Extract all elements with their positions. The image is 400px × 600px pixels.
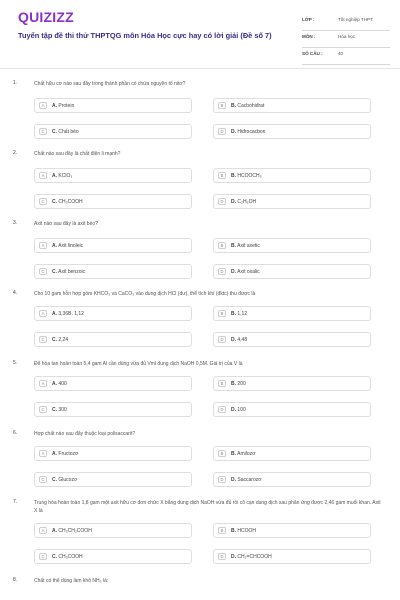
option-prefix: C. [52, 199, 57, 205]
option-prefix: A. [52, 381, 57, 387]
meta-value: 40 [338, 51, 344, 56]
option-text [52, 311, 84, 317]
option-text [52, 337, 68, 343]
answer-option-c[interactable] [34, 472, 192, 487]
option-text [231, 451, 255, 457]
option-text [52, 528, 92, 534]
option-text [231, 554, 272, 560]
worksheet-meta [302, 14, 390, 65]
option-value: Amilozơ [237, 451, 256, 457]
option-prefix: C. [52, 407, 57, 413]
option-text [231, 199, 256, 205]
answer-option-a[interactable] [34, 446, 192, 461]
question-number: 8. [13, 577, 18, 583]
option-text [231, 129, 265, 135]
answer-option-d[interactable] [213, 402, 371, 417]
option-text [52, 407, 67, 413]
option-text [231, 337, 247, 343]
option-text [52, 129, 79, 135]
option-value: 3,36B. 1,12 [58, 311, 84, 317]
option-value: Axit linoleic [58, 243, 84, 249]
option-text [231, 103, 264, 109]
option-prefix: A. [52, 243, 57, 249]
option-value: Axit benzoic [58, 269, 86, 275]
option-value: 100 [237, 407, 246, 413]
answer-option-c[interactable] [34, 264, 192, 279]
option-value: C₂H₅OH [237, 199, 257, 205]
option-value: Hiđrocacbon [237, 129, 266, 135]
option-letter-badge: A [39, 242, 47, 249]
option-letter-badge: C [39, 268, 47, 275]
answer-option-a[interactable] [34, 168, 192, 183]
option-prefix: B. [231, 173, 236, 179]
answer-option-c[interactable] [34, 332, 192, 347]
option-prefix: C. [52, 269, 57, 275]
option-value: Fructozơ [58, 451, 79, 457]
worksheet-header [0, 0, 400, 64]
answer-option-a[interactable] [34, 306, 192, 321]
option-prefix: B. [231, 311, 236, 317]
option-letter-badge: D [218, 406, 226, 413]
quizizz-logo: QUIZIZZ [18, 9, 74, 25]
answer-option-d[interactable] [213, 549, 371, 564]
option-letter-badge: C [39, 198, 47, 205]
option-letter-badge: D [218, 198, 226, 205]
option-prefix: C. [52, 477, 57, 483]
answer-option-b[interactable] [213, 168, 371, 183]
question-text: Trung hòa hoàn toàn 1,8 gam một axit hữu cơ đơn chức X bằng dung dịch NaOH vừa đủ rồi cô cạn dung dịch sau phản ứng được 2,46 gam muối khan. Axit X là [34, 500, 381, 514]
option-prefix: A. [52, 451, 57, 457]
question-text: Để hòa tan hoàn toàn 5,4 gam Al cần dùng vừa đủ Vml dung dịch NaOH 0,5M. Giá trị của V là [34, 361, 243, 367]
option-value: 400 [58, 381, 67, 387]
option-text [52, 477, 77, 483]
option-prefix: D. [231, 129, 236, 135]
option-letter-badge: B [218, 450, 226, 457]
option-text [231, 381, 246, 387]
answer-option-d[interactable] [213, 472, 371, 487]
answer-option-b[interactable] [213, 523, 371, 538]
option-text [52, 269, 85, 275]
option-letter-badge: A [39, 527, 47, 534]
option-prefix: D. [231, 477, 236, 483]
option-prefix: D. [231, 337, 236, 343]
option-value: Chất béo [58, 129, 79, 135]
option-text [52, 243, 83, 249]
option-value: Axit oxalic [237, 269, 260, 275]
option-letter-badge: C [39, 406, 47, 413]
option-text [52, 381, 67, 387]
option-prefix: B. [231, 103, 236, 109]
option-text [231, 173, 262, 179]
meta-row-question-count [302, 48, 390, 65]
option-value: Axit axetic [237, 243, 260, 249]
answer-option-b[interactable] [213, 446, 371, 461]
header-divider [0, 68, 400, 69]
answer-option-c[interactable] [34, 194, 192, 209]
option-letter-badge: D [218, 128, 226, 135]
option-text [52, 451, 78, 457]
option-value: CH₃CH₂COOH [58, 528, 92, 534]
option-letter-badge: A [39, 380, 47, 387]
option-prefix: D. [231, 269, 236, 275]
question-number: 4. [13, 290, 18, 296]
option-letter-badge: D [218, 553, 226, 560]
meta-value: Tốt nghiệp THPT [338, 17, 373, 22]
answer-option-b[interactable] [213, 376, 371, 391]
answer-option-d[interactable] [213, 332, 371, 347]
option-value: Saccarozơ [237, 477, 262, 483]
answer-option-d[interactable] [213, 194, 371, 209]
option-text [52, 554, 83, 560]
question-number: 3. [13, 220, 18, 226]
option-text [52, 173, 72, 179]
question-text: Chất có thể dùng làm khô NH₃ là: [34, 578, 109, 584]
meta-label: LỚP : [302, 17, 315, 22]
meta-row-class [302, 14, 390, 31]
option-prefix: A. [52, 173, 57, 179]
option-letter-badge: C [39, 553, 47, 560]
question-number: 7. [13, 499, 18, 505]
option-prefix: A. [52, 311, 57, 317]
option-prefix: B. [231, 528, 236, 534]
option-letter-badge: B [218, 310, 226, 317]
option-text [231, 243, 260, 249]
answer-option-b[interactable] [213, 98, 371, 113]
option-letter-badge: C [39, 336, 47, 343]
question-number: 6. [13, 430, 18, 436]
answer-option-a[interactable] [34, 376, 192, 391]
option-prefix: D. [231, 554, 236, 560]
option-value: 200 [237, 381, 246, 387]
option-letter-badge: B [218, 527, 226, 534]
option-value: 300 [58, 407, 67, 413]
question-text: Axit nào sau đây là axit béo? [34, 221, 98, 227]
option-value: CH₃COOH [58, 554, 83, 560]
meta-row-subject [302, 31, 390, 48]
answer-option-b[interactable] [213, 306, 371, 321]
option-letter-badge: C [39, 128, 47, 135]
worksheet-title: Tuyển tập đề thi thử THPTQG môn Hóa Học cực hay có lời giải (Đề số 7) [18, 31, 272, 40]
option-value: 2,24 [58, 337, 69, 343]
option-value: 4,48 [237, 337, 248, 343]
option-prefix: D. [231, 407, 236, 413]
answer-option-c[interactable] [34, 549, 192, 564]
question-number: 1. [13, 80, 18, 86]
option-prefix: D. [231, 199, 236, 205]
question-text: Chất hữu cơ nào sau đây trong thành phần có chứa nguyên tố nitơ? [34, 81, 186, 87]
option-letter-badge: A [39, 450, 47, 457]
option-text [52, 103, 74, 109]
answer-option-d[interactable] [213, 124, 371, 139]
option-letter-badge: D [218, 336, 226, 343]
answer-option-b[interactable] [213, 238, 371, 253]
option-value: KClO₃ [58, 173, 73, 179]
option-text [231, 477, 262, 483]
answer-option-a[interactable] [34, 523, 192, 538]
option-value: CH₃COOH [58, 199, 83, 205]
option-prefix: B. [231, 381, 236, 387]
option-letter-badge: C [39, 476, 47, 483]
option-value: HCOOCH₃ [237, 173, 262, 179]
option-value: 1,12 [237, 311, 248, 317]
option-value: Protein [58, 103, 75, 109]
option-letter-badge: A [39, 310, 47, 317]
option-letter-badge: A [39, 172, 47, 179]
option-text [231, 269, 260, 275]
option-letter-badge: B [218, 380, 226, 387]
answer-option-d[interactable] [213, 264, 371, 279]
option-prefix: A. [52, 103, 57, 109]
option-prefix: C. [52, 129, 57, 135]
option-text [231, 528, 256, 534]
option-value: HCOOH [237, 528, 257, 534]
option-value: Cacbohiđrat [237, 103, 265, 109]
option-prefix: C. [52, 337, 57, 343]
option-text [231, 407, 246, 413]
question-number: 5. [13, 360, 18, 366]
meta-label: MÔN : [302, 34, 316, 39]
option-letter-badge: B [218, 172, 226, 179]
question-text: Hợp chất nào sau đây thuộc loại polisaccarit? [34, 431, 136, 437]
meta-label: SỐ CÂU : [302, 51, 323, 56]
option-letter-badge: D [218, 268, 226, 275]
meta-value: Hóa học [338, 34, 356, 39]
option-value: Glucozơ [58, 477, 78, 483]
option-text [231, 311, 247, 317]
question-number: 2. [13, 150, 18, 156]
answer-option-c[interactable] [34, 124, 192, 139]
option-letter-badge: B [218, 102, 226, 109]
option-letter-badge: B [218, 242, 226, 249]
option-value: CH₂=CHCOOH [237, 554, 272, 560]
answer-option-a[interactable] [34, 98, 192, 113]
option-prefix: A. [52, 528, 57, 534]
answer-option-a[interactable] [34, 238, 192, 253]
option-letter-badge: D [218, 476, 226, 483]
question-text: Chất nào sau đây là chất điện li mạnh? [34, 151, 121, 157]
option-prefix: C. [52, 554, 57, 560]
question-text: Cho 10 gam hỗn hợp gồm KHCO₃ và CaCO₃ vào dung dịch HCl (dư), thể tích khí (đktc) thu được là [34, 291, 256, 297]
option-letter-badge: A [39, 102, 47, 109]
option-prefix: B. [231, 243, 236, 249]
option-prefix: B. [231, 451, 236, 457]
answer-option-c[interactable] [34, 402, 192, 417]
option-text [52, 199, 83, 205]
